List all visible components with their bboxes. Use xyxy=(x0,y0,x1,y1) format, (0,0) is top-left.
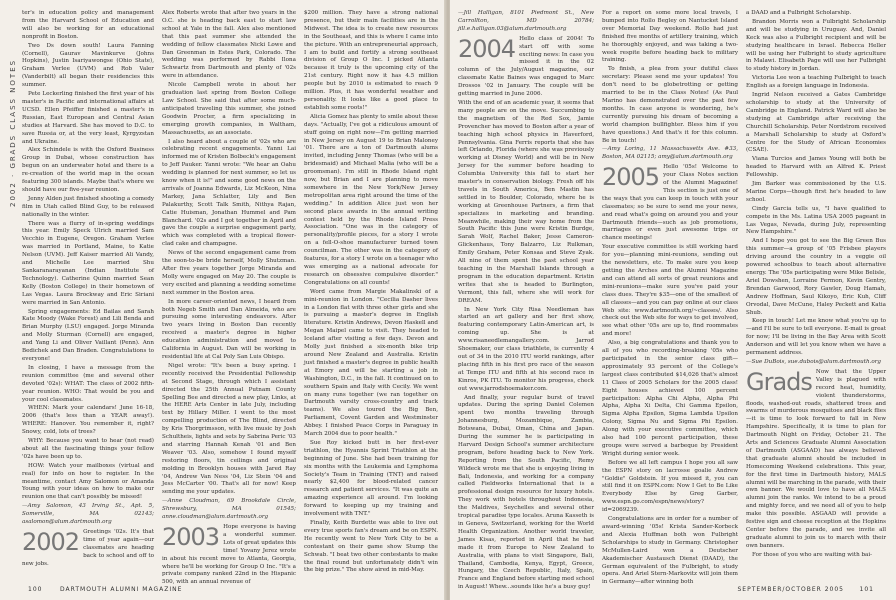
note-paragraph: In New York City Risa Needleman has started an art gallery and her first show, featuring contemporary Latin-American art, is coming up. She is at www.risaneedlemangallery.com. Jarrod Shoemaker, our class triathlete, is currently 4 out of 34 in the 2010 ITU world rankings, after placing fifth in his first pro race of the season at Tempe ITU and fifth at his second race in Kinros, PK ITU. To monitor his progress, check out www.jarrodshoemaker.com. xyxy=(458,306,594,392)
note-paragraph: Brandon Morris won a Fulbright Scholarship and will be studying in Uruguay. And, Daniel Keck was also a Fulbright recipient and will be studying healthcare in Israel. Rebecca Heller will be using her Fulbright to study agriculture in Malawi. Elisabeth Page will use her Fulbright to study history in Jordan. xyxy=(746,18,886,73)
note-paragraph: Also, a big congratulations and thank you to all of you who recording-breaking '05s who participated in the senior class gift—approximately 93 percent of the College's largest class contributed $14,026 that's almost 11 Class of 2005 Scholars for the 2005 class! Eight houses achieved 100 percent participation: Alpha Chi Alpha, Alpha Phi Alpha, Alpha Xi Delta, Chi Gamma Epsilon, Sigma Alpha Epsilon, Sigma Lambda Upsilon Colony, Sigma Nu and Sigma Phi Epsilon. Along with your executive committee, which also had 100 percent participation, these groups were served a barbeque by President Wright during senior week. xyxy=(602,340,738,457)
note-paragraph: There was a flurry of in-spring weddings this year. Emily Speck Ulrich married Sam Vecchio in Eugene, Oregon. Graham Verlee was married in Portland, Maine, to Katie Nelson (UVM). Jeff Kaiser married Ali Vandy, and Michelle Lee married Shu Sankaranarayanan (Indian Institute of Technology). Catherine Quinn married Sean Kelly (Boston College) in their hometown of Las Vegas. Laura Brockway and Eric Siriani were married in San Antonio. xyxy=(22,220,154,306)
note-paragraph: Ingrid Nelson received a Gates Cambridge scholarship to study at the University of Cambridge in England. Patrick Ward will also be studying at Cambridge after receiving the Churchill Scholarship. Peter Nordstrom received a Marshall Scholarship to study at Oxford's Centre for the Study of African Economies (CSAE). xyxy=(746,92,886,154)
note-paragraph: Finally, Keith Burdette was able to live out every true sports fan's dream and be on ESPN. He recently went to New York City to be a contestant on their game show Stump the Schwab. "I beat two other contestants to make the final round but unfortunately didn't win the big prize." The show aired in mid-May. xyxy=(304,520,438,574)
note-paragraph: For a report on some more local travels, I bumped into Rollo Begley on Nantucket Island over Memorial Day weekend. Rollo had just finished five months of artillery training, which he thoroughly enjoyed, and was taking a two-week respite before heading back to military training. xyxy=(602,10,738,64)
note-paragraph: Jim Barker was commissioned by the U.S. Marine Corps—though first he's headed to law school. xyxy=(746,181,886,203)
note-paragraph: To finish, a plea from your dutiful class secretary: Please send me your updates! You don't need to be globetrotting or getting married to be in the Class Notes! (As Paul Marino has demonstrated over the past few months. In case anyone is wondering, he's currently pursuing his dream of becoming a world champion bullfighter. Bless him if you have questions.) And that's it for this column. Be in touch! xyxy=(602,66,738,144)
note-paragraph: Sue Roy kicked butt in her first-ever triathlon, the Hyannis Sprint Triathlon at the beginning of June. She had been training for six months with the Leukemia and Lymphoma Society's Team in Training (TNT) and raised nearly $2,400 for blood-related cancer research and patient services. "It was quite an amazing experience all around. I'm looking forward to keeping up my training and involvement with TNT." xyxy=(304,439,438,518)
note-paragraph: Word came from Margie Makalinski of a mini-reunion in London. "Cecilia Dasher lives in a London flat with three other girls and she is pursuing a master's degree in English literature. Kristin Andrews, Devon Haskell and Megan Maipel came to visit. They headed to Iceland after visiting a few days. Devon and Molly just finished a six-month bike trip around New Zealand and Australia. Kristin just finished a master's degree in public health at Emory and will be starting a job in Washington, D.C., in the fall. It continued on to southern Spain and Italy with Cecily. We went on many runs together (we ran together on Dartmouth varsity cross-country and track teams). We also toured the Big Ben, Parliament, Covent Garden and Westminster Abbey. I finished Peace Corps in Paraguay in March 2004 due to poor health." xyxy=(304,288,438,438)
note-paragraph: News of the second engagement came from the soon-to-be bride herself, Molly Shutzman. After five years together Jorge Miranda and Molly were engaged on May 20. The couple is very excited and planning a wedding sometime next summer in the Boston area. xyxy=(162,250,296,296)
class-year-heading: 2002 xyxy=(22,528,80,556)
note-paragraph: And finally, your regular burst of travel updates. During the spring Daniel Colemen spent two months traveling through Johannesburg, Mozambique, Zambia, Botswana, Dubai, Oman, China and Japan. During the summer he is participating in Harvard Design School's summer architecture program, before heading back to New York. Reporting from the South Pacific, Remy Wildeck wrote me that she is enjoying living in Bali, Indonesia, and working for a company called Fieldworks International that is a professional design resource for luxury hotels. They work with hotels throughout Indonesia, the Maldives, Seychelles and several other tropical paradise type locales. Aruna Kasseth is in Geneva, Switzerland, working for the World Health Organization. Another world traveler, James Kisas, reported in April that he had made it from Europe to New Zealand to Australia, with plans to visit Singapore, Bali, Thailand, Cambodia, Kenya, Egypt, Greece, Hungary, the Czech Republic, Italy, Spain, France and England before starting med school in August! Whew...sounds like he's a busy guy! xyxy=(458,394,594,591)
grads-heading: Grads xyxy=(746,367,812,396)
note-paragraph: Alex Schindele is with the Oxford Business Group in Dubai, whose construction has begun on an underwater hotel and there is a re-creation of the world map in the ocean featuring 300 islands. Maybe that's where we should have our five-year reunion. xyxy=(22,147,154,193)
note-paragraph: Nicole Campbell wrote in about her graduation last spring from Boston College Law School. She said that after some much-anticipated traveling this summer, she joined Goodwin Procter, a firm specializing in emerging growth companies, in Waltham, Massachusetts, as an associate. xyxy=(162,82,296,136)
note-paragraph: Spring engagements: Ed Bailas and Sarah Kate Moody (Wake Forest) and Lili Benda and Brian Murphy (LSU) engaged. Jorge Miranda and Molly Sturman (Cornell) are engaged, and Yang Li and Oliver Vaillant (Penn). Ann Bedichek and Dan Braden. Congratulations to everyone! xyxy=(22,308,154,362)
left-column-2: Alex Roberts wrote that after two years in the O.C. she is heading back east to start law school at Yale in the fall. Alex also mentioned that this past summer she attended the wedding of fellow classmates Nicki Lowe and Dan Greenman in Estes Park, Colorado. The wedding was performed by Rabbi Ilona Schwartz from Dartmouth and plenty of '02s were in attendance. Nicole Campbell wrote in about her graduation last spring from Boston College Law School. She said that after some much-anticipated traveling this summer, she joined Goodwin Procter, a firm specializing in emerging growth companies, in Waltham, Massachusetts, as an associate. I also heard about a couple of '02s who are celebrating recent engagements. Yanni Lai informed me of Kristen Bolbecki's engagement to Jeff Pauker. Yanni wrote: "We hear an Oahu wedding is planned for next summer, so let us know when it is!" and some good news on the arrivals of Joanna Edwards, Liz McKeon, Nina Markey, Jana Schlatter, Lily and Ben Palakurthy, Scott Talk Smith, Nithya Rajan, Catie Huisman, Jonathan Hummel and Pam Blanchard. '02s and I got together in April and gave the couple a surprise engagement party, which was completed with a tropical flower-clad cake and champagne. News of the second engagement came from the soon-to-be bride herself, Molly Shutzman. After five years together Jorge Miranda and Molly were engaged on May 20. The couple is very excited and planning a wedding sometime next summer in the Boston area. In more career-oriented news, I heard from both Negeb Smith and Dan Almeida, who are pursuing some interesting endeavors. After two years living in Boston Dan recently received a master's degree in higher education administration and moved to California in August. Dan will be working in residential life at Cal Poly San Luis Obispo. Nigel wrote: "It's been a busy spring. I recently received the Presidential Fellowship at Second Stage, through which I assistant directed the 25th Annual Putnam County Spelling Bee and directed a new play, Links, at the HERE Arts Center in late July, including text by Hillary Miller. I went to the most compelling production of The Blind, directed by Kris Thorgrimsson, with live music by Josh Schultheis, lights and sets by Sabrina Peric '03 and starring Hannah Kenah '01 and Ben Weaver '03. Also, somehow I found myself restoring floors, tin ceilings and original molding in Brooklyn houses with Jared Ray '04, Andrew Van Ness '04, Liz Stein '04 and Jess McCarter '00. That's all for now! Keep sending me your updates. —Anne Cloudman, 69 Brookdale Circle, Shrewsbury, MA 01545; anne.cloudman@alum.dartmouth.org 2003 Hope everyone is having a wonderful summer. Lots of great updates this time! Yovany Jerez wrote in about his recent move to Atlanta, Georgia, where he'll be working for Group O Inc. "It's a private company ranked 22nd in the Hispanic 500, with an annual revenue of xyxy=(162,10,297,586)
contact-signature: —Amy Loring, 11 Massachusetts Ave. #33, Boston, MA 02115; amy@alum.dartmouth.org xyxy=(602,146,738,161)
note-paragraph: Cindy Garcia tells us, "I have qualified to compete in the Ms. Latina USA 2005 pageant in Las Vegas, Nevada, during July, representing New Hampshire." xyxy=(746,205,886,236)
issue-date: SEPTEMBER/OCTOBER 2005 xyxy=(737,586,844,593)
note-paragraph: Your executive committee is still working hard for you—planning mini-reunions, sending out the newsletters, etc. To make sure you keep getting the Arches and the Alumni Magazine and can attend all sorts of great reunions and mini-reunions—make sure you've paid your class dues. They're $35—one of the smallest of all classes—and you can pay online at our class Web site: www.dartmouth.org/~classes/. Also check out the Web site for ways to get involved, see what other '05s are up to, find roommates and more! xyxy=(602,244,738,338)
contact-signature: —Anne Cloudman, 69 Brookdale Circle, Shrewsbury, MA 01545; anne.cloudman@alum.dartmouth.org xyxy=(162,498,296,521)
note-paragraph: Alex Roberts wrote that after two years in the O.C. she is heading back east to start law school at Yale in the fall. Alex also mentioned that this past summer she attended the wedding of fellow classmates Nicki Lowe and Dan Greenman in Estes Park, Colorado. The wedding was performed by Rabbi Ilona Schwartz from Dartmouth and plenty of '02s were in attendance. xyxy=(162,10,296,80)
note-paragraph: WHEN: Mark your calendars! June 16-18, 2006 (that's less than a YEAR away!). WHERE: Hanover. You remember it, right? Snowy, cold, lots of trees? xyxy=(22,405,154,436)
left-page xyxy=(0,0,446,600)
right-column-1: —Jill Halligan, 8101 Piedmont St., New Carrollton, MD 20784; jill.e.halligan.03@alum.dartmouth.org 2004 Hello class of 2004! To start off with some exciting news: In case you missed it in the 02 column of the July/August magazine, our classmate Katie Baines was engaged to Marc Drossos '02 in January. The couple will be getting married in June 2006. With the end of an academic year, it seems that many people are on the move. Succumbing to the magnetism of the Red Sox, Jamie Provencher has moved to Boston after a year of teaching high school physics in Haverford, Pennsylvania. Gina Ferris reports that she has left Orlando, Florida (where she was previously working at Disney World) and will be in New Jersey for the summer before heading to Columbia University this fall to start her master's in conservation biology. Fresh off his travels in South America, Ben Mastin has settled in to Boulder, Colorado, where he is working at Greenhouse Partners, a firm that specializes in marketing and branding. Meanwhile, making their way home from the South Pacific this June were Kristin Burdge, Sarah Wolf, Rachel Baker, Jesse Cameron-Glickenhaus, Tony Balzarro, Liz Rulkman, Emily Graham, Peter Konsaa and Steve Zyak. All nine of them spent the past school year teaching in the Marshall Islands through a program in the education department. Kristin writes that she is headed to Burlington, Vermont, this fall, where she will work for DREAM. In New York City Risa Needleman has started an art gallery and her first show, featuring contemporary Latin-American art, is coming up. She is at www.risaneedlemangallery.com. Jarrod Shoemaker, our class triathlete, is currently 4 out of 34 in the 2010 ITU world rankings, after placing fifth in his first pro race of the season at Tempe ITU and fifth at his second race in Kinros, PK ITU. To monitor his progress, check out www.jarrodshoemaker.com. And finally, your regular burst of travel updates. During the spring Daniel Colemen spent two months traveling through Johannesburg, Mozambique, Zambia, Botswana, Dubai, Oman, China and Japan. During the summer he is participating in Harvard Design School's summer architecture program, before heading back to New York. Reporting from the South Pacific, Remy Wildeck wrote me that she is enjoying living in Bali, Indonesia, and working for a company called Fieldworks International that is a professional design resource for luxury hotels. They work with hotels throughout Indonesia, the Maldives, Seychelles and several other tropical paradise type locales. Aruna Kasseth is in Geneva, Switzerland, working for the World Health Organization. Another world traveler, James Kisas, reported in April that he had made it from Europe to New Zealand to Australia, with plans to visit Singapore, Bali, Thailand, Cambodia, Kenya, Egypt, Greece, Hungary, the Czech Republic, Italy, Spain, France and England before starting med school in August! Whew...sounds like he's a busy guy! xyxy=(458,10,594,591)
note-paragraph: Pete Leckerling finished the first year of his master's in Pacific and international affairs at UCSD. Ellen Pfeiffer finished a master's in Russian, East European and Central Asian studies at Harvard. She has moved to D.C. to save Russia or, at the very least, Kyrgyzstan and Ukraine. xyxy=(22,91,154,145)
note-paragraph: Jenny Alden just finished shooting a comedy film in Utah called Blind Guy, to be released nationally in the winter. xyxy=(22,195,154,218)
right-page xyxy=(450,0,896,600)
note-paragraph: In more career-oriented news, I heard from both Negeb Smith and Dan Almeida, who are pursuing some interesting endeavors. After two years living in Boston Dan recently received a master's degree in higher education administration and moved to California in August. Dan will be working in residential life at Cal Poly San Luis Obispo. xyxy=(162,298,296,360)
left-column-1: ter's in education policy and management from the Harvard School of Education and will also be working for an educational nonprofit in Boston. Two Ds down south! Laura Fanning (Cornell), Gaurav Mavinkurve (Johns Hopkins), Justin Isariyawongse (Ohio State), Graham Verlee (UVM) and Rob Valer (Vanderbilt) all began their residencies this summer. Pete Leckerling finished the first year of his master's in Pacific and international affairs at UCSD. Ellen Pfeiffer finished a master's in Russian, East European and Central Asian studies at Harvard. She has moved to D.C. to save Russia or, at the very least, Kyrgyzstan and Ukraine. Alex Schindele is with the Oxford Business Group in Dubai, whose construction has begun on an underwater hotel and there is a re-creation of the world map in the ocean featuring 300 islands. Maybe that's where we should have our five-year reunion. Jenny Alden just finished shooting a comedy film in Utah called Blind Guy, to be released nationally in the winter. There was a flurry of in-spring weddings this year. Emily Speck Ulrich married Sam Vecchio in Eugene, Oregon. Graham Verlee was married in Portland, Maine, to Katie Nelson (UVM). Jeff Kaiser married Ali Vandy, and Michelle Lee married Shu Sankaranarayanan (Indian Institute of Technology). Catherine Quinn married Sean Kelly (Boston College) in their hometown of Las Vegas. Laura Brockway and Eric Siriani were married in San Antonio. Spring engagements: Ed Bailas and Sarah Kate Moody (Wake Forest) and Lili Benda and Brian Murphy (LSU) engaged. Jorge Miranda and Molly Sturman (Cornell) are engaged, and Yang Li and Oliver Vaillant (Penn). Ann Bedichek and Dan Braden. Congratulations to everyone! In closing, I have a message from the reunion committee (me and several other devoted '02s): WHAT: The class of 2002 fifth-year reunion. WHO: That would be you and your cool classmates. WHEN: Mark your calendars! June 16-18, 2006 (that's less than a YEAR away!). WHERE: Hanover. You remember it, right? Snowy, cold, lots of trees? WHY: Because you want to hear (not read) about all the fascinating things your fellow '02s have been up to. HOW: Watch your mailboxes (virtual and real) for info on how to register. In the meantime, contact Amy Salomon or Amanda Young with your ideas on how to make our reunion one that can't possibly be missed! —Amy Salomon, 43 Irving St., Apt. 5, Somerville, MA 02143; asalomon@alum.dartmouth.org 2002 Greetings '02s. It's that time of year again—our classmates are heading back to school and off to new jobs. xyxy=(22,10,154,567)
note-paragraph: I also heard about a couple of '02s who are celebrating recent engagements. Yanni Lai informed me of Kristen Bolbecki's engagement to Jeff Pauker. Yanni wrote: "We hear an Oahu wedding is planned for next summer, so let us know when it is!" and some good news on the arrivals of Joanna Edwards, Liz McKeon, Nina Markey, Jana Schlatter, Lily and Ben Palakurthy, Scott Talk Smith, Nithya Rajan, Catie Huisman, Jonathan Hummel and Pam Blanchard. '02s and I got together in April and gave the couple a surprise engagement party, which was completed with a tropical flower-clad cake and champagne. xyxy=(162,138,296,248)
note-paragraph: Victoria Lee won a teaching Fulbright to teach English as a foreign language in Indonesia. xyxy=(746,75,886,90)
page-footer xyxy=(450,578,896,600)
class-year-heading: 2004 xyxy=(458,34,516,63)
note-paragraph: Alicia Gomez has plenty to smile about these days. "Actually, I've got a ridiculous amount of stuff going on right now—I'm getting married in New Jersey on August 19 to Brian Maloney '01. There are a ton of Dartmouth alums invited, including Jenny Thomas (who will be a bridesmaid) and Michael Malia (who will be a groomsman). I'm still in Rhode Island right now, but Brian and I are planning to move somewhere in the New York/New Jersey metropolitan area right around the time of the wedding." In addition Alice just won her second place awards in the annual writing contest held by the Rhode Island Press Association. "One was in the category of personality/profile pieces, for a story I wrote on a fell-O-shoe manufacturer turned town councilman. The other was in the category of features, for a story I wrote on a teenager who was emerging as a national advocate for research on obsessive compulsive disorder." Congratulations on all counts! xyxy=(304,113,438,286)
class-year-heading: 2003 xyxy=(162,523,220,551)
note-paragraph: Congratulations are in order for a number of award-winning '05s! Krista Sander-Korbeck and Alexia Huffman both won Fulbright Scholarships to study in Germany. Christopher McMullen-Laird won a Deutscher Akademischer Austausch Dienst (DAAD), the German equivalent of the Fulbright, to study opera. And Ariel Stern-Markovitz will join them in Germany—after winning both xyxy=(602,516,738,586)
right-column-2: For a report on some more local travels, I bumped into Rollo Begley on Nantucket Island over Memorial Day weekend. Rollo had just finished five months of artillery training, which he thoroughly enjoyed, and was taking a two-week respite before heading back to military training. To finish, a plea from your dutiful class secretary: Please send me your updates! You don't need to be globetrotting or getting married to be in the Class Notes! (As Paul Marino has demonstrated over the past few months. In case anyone is wondering, he's currently pursuing his dream of becoming a world champion bullfighter. Bless him if you have questions.) And that's it for this column. Be in touch! —Amy Loring, 11 Massachusetts Ave. #33, Boston, MA 02115; amy@alum.dartmouth.org 2005 Hello '05s! Welcome to your Class Notes section of the Alumni Magazine! This section is just one of the ways that you can keep in touch with your classmates; so be sure to send me your news, and read what's going on around you and your Dartmouth friends—such as job promotions, marriages or even just awesome trips or chance meetings! Your executive committee is still working hard for you—planning mini-reunions, sending out the newsletters, etc. To make sure you keep getting the Arches and the Alumni Magazine and can attend all sorts of great reunions and mini-reunions—make sure you've paid your class dues. They're $35—one of the smallest of all classes—and you can pay online at our class Web site: www.dartmouth.org/~classes/. Also check out the Web site for ways to get involved, see what other '05s are up to, find roommates and more! Also, a big congratulations and thank you to all of you who recording-breaking '05s who participated in the senior class gift—approximately 93 percent of the College's largest class contributed $14,026 that's almost 11 Class of 2005 Scholars for the 2005 class! Eight houses achieved 100 percent participation: Alpha Chi Alpha, Alpha Phi Alpha, Alpha Xi Delta, Chi Gamma Epsilon, Sigma Alpha Epsilon, Sigma Lambda Upsilon Colony, Sigma Nu and Sigma Phi Epsilon. Along with your executive committee, which also had 100 percent participation, these groups were served a barbeque by President Wright during senior week. Before we all left campus I hope you all saw the ESPN story on lacrosse goalie Andrew "Goldie" Goldstein. If you missed it, you can still find it on ESPN.com: Now I Get to Be Like Everybody Else by Greg Garber, www.espn.go.com/espn/news/story?id=2069239. Congratulations are in order for a number of award-winning '05s! Krista Sander-Korbeck and Alexia Huffman both won Fulbright Scholarships to study in Germany. Christopher McMullen-Laird won a Deutscher Akademischer Austausch Dienst (DAAD), the German equivalent of the Fulbright, to study opera. And Ariel Stern-Markovitz will join them in Germany—after winning both xyxy=(602,10,738,586)
note-paragraph: And I hope you got to see the Big Green Bus this summer—a group of '05 Frisbee players driving around the country in a veggie oil powered schoolbus to teach about alternative energy. The '05s participating were Mike Belisle, Ariel Dowshen, Lorraine Fermon, Kevin Gentry, Brendan Garwood, Rory Gawler, Doug Hamah, Andrew Hoffman, Saul Kikoyo, Eric Kuh, Cliff Orvodal, Dave McCune, Haley Peckett and Katia Shub. xyxy=(746,238,886,316)
contact-signature: —Sue DuBois, sue.dubois@alum.dartmouth.org xyxy=(746,358,882,365)
contact-signature: —Jill Halligan, 8101 Piedmont St., New Carrollton, MD 20784; jill.e.halligan.03@alum.dartmouth.org xyxy=(458,10,594,32)
note-paragraph: a DAAD and a Fulbright Scholarship. xyxy=(746,10,852,16)
note-paragraph: In closing, I have a message from the reunion committee (me and several other devoted '02s): WHAT: The class of 2002 fifth-year reunion. WHO: That would be you and your cool classmates. xyxy=(22,364,154,403)
note-paragraph: Keep in touch! Let me know what you're up to—and I'll be sure to tell everyone. E-mail is great for now; I'll be living in the Bay Area with Scott Anderson and will let you know when we have a permanent address. xyxy=(746,318,886,357)
note-paragraph: Two Ds down south! Laura Fanning (Cornell), Gaurav Mavinkurve (Johns Hopkins), Justin Isariyawongse (Ohio State), Graham Verlee (UVM) and Rob Valer (Vanderbilt) all began their residencies this summer. xyxy=(22,42,154,89)
left-column-3 xyxy=(304,10,438,574)
note-paragraph: Before we all left campus I hope you all saw the ESPN story on lacrosse goalie Andrew "Goldie" Goldstein. If you missed it, you can still find it on ESPN.com: Now I Get to Be Like Everybody Else by Greg Garber, www.espn.go.com/espn/news/story?id=2069239. xyxy=(602,459,738,514)
note-paragraph: $200 million. They have a strong national presence, but their main facilities are in the Midwest. The idea is to create new resources in the Southeast, and this is where I came into the picture. With an entrepreneurial approach, I am to build and fortify a strong southeast division of Group O Inc. I picked Atlanta because it truly is the upcoming city of the 21st century. Right now it has 4.5 million people but by 2010 is estimated to reach 9 million. Plus, it has wonderful weather and personality. It looks like a good place to establish some roots!" xyxy=(304,10,438,111)
side-section-label: 2002 · GRADS CLASS NOTES xyxy=(9,58,17,207)
note-paragraph: Viana Turcios and James Young will both be headed to Harvard with an Alfred K. Priest Fellowship. xyxy=(746,156,886,179)
page-number: 101 xyxy=(859,586,874,593)
note-paragraph: HOW: Watch your mailboxes (virtual and real) for info on how to register. In the meantime, contact Amy Salomon or Amanda Young with your ideas on how to make our reunion one that can't possibly be missed! xyxy=(22,462,154,501)
note-paragraph: WHY: Because you want to hear (not read) about all the fascinating things your fellow '02s have been up to. xyxy=(22,438,154,460)
note-paragraph: Nigel wrote: "It's been a busy spring. I recently received the Presidential Fellowship at Second Stage, through which I assistant directed the 25th Annual Putnam County Spelling Bee and directed a new play, Links, at the HERE Arts Center in late July, including text by Hillary Miller. I went to the most compelling production of The Blind, directed by Kris Thorgrimsson, with live music by Josh Schultheis, lights and sets by Sabrina Peric '03 and starring Hannah Kenah '01 and Ben Weaver '03. Also, somehow I found myself restoring floors, tin ceilings and original molding in Brooklyn houses with Jared Ray '04, Andrew Van Ness '04, Liz Stein '04 and Jess McCarter '00. That's all for now! Keep sending me your updates. xyxy=(162,362,296,496)
note-paragraph: ter's in education policy and management from the Harvard School of Education and will also be working for an educational nonprofit in Boston. xyxy=(22,10,154,40)
right-column-3: a DAAD and a Fulbright Scholarship. Brandon Morris won a Fulbright Scholarship and will be studying in Uruguay. And, Daniel Keck was also a Fulbright recipient and will be studying healthcare in Israel. Rebecca Heller will be using her Fulbright to study agriculture in Malawi. Elisabeth Page will use her Fulbright to study history in Jordan. Victoria Lee won a teaching Fulbright to teach English as a foreign language in Indonesia. Ingrid Nelson received a Gates Cambridge scholarship to study at the University of Cambridge in England. Patrick Ward will also be studying at Cambridge after receiving the Churchill Scholarship. Peter Nordstrom received a Marshall Scholarship to study at Oxford's Centre for the Study of African Economies (CSAE). Viana Turcios and James Young will both be headed to Harvard with an Alfred K. Priest Fellowship. Jim Barker was commissioned by the U.S. Marine Corps—though first he's headed to law school. Cindy Garcia tells us, "I have qualified to compete in the Ms. Latina USA 2005 pageant in Las Vegas, Nevada, during July, representing New Hampshire." And I hope you got to see the Big Green Bus this summer—a group of '05 Frisbee players driving around the country in a veggie oil powered schoolbus to teach about alternative energy. The '05s participating were Mike Belisle, Ariel Dowshen, Lorraine Fermon, Kevin Gentry, Brendan Garwood, Rory Gawler, Doug Hamah, Andrew Hoffman, Saul Kikoyo, Eric Kuh, Cliff Orvodal, Dave McCune, Haley Peckett and Katia Shub. Keep in touch! Let me know what you're up to—and I'll be sure to tell everyone. E-mail is great for now; I'll be living in the Bay Area with Scott Anderson and will let you know when we have a permanent address. —Sue DuBois, sue.dubois@alum.dartmouth.org Grads Now that the Upper Valley is plagued with record heat, humidity, violent thunderstorms, floods, washed-out roads, shattered trees and swarms of murderous mosquitoes and black flies—it is time to look forward to fall in New Hampshire. Specifically, it is time to plan for Dartmouth Night on Friday, October 21. The Arts and Sciences Graduate Alumni Association of Dartmouth (ASGAAD) has always believed that graduate alumni should be included in Homecoming Weekend celebrations. This year, for the first time in Dartmouth history, MALS alumni will be marching in the parade, with their own banner. We would love to have all MALS alumni join the ranks. We intend to be a proud and mighty force, and we need all of you to help make this possible. ASGAAD will provide a festive sign and cheese reception at the Hopkins Center before the parade, and we invite all graduate alumni to join us to march with their own banners. For those of you who are waiting with bai- xyxy=(746,10,886,558)
class-year-heading: 2005 xyxy=(602,163,660,192)
contact-signature: —Amy Salomon, 43 Irving St., Apt. 5, Somerville, MA 02143; asalomon@alum.dartmouth.org xyxy=(22,503,154,526)
page-number: 100 xyxy=(28,586,43,593)
note-paragraph: With the end of an academic year, it seems that many people are on the move. Succumbing to the magnetism of the Red Sox, Jamie Provencher has moved to Boston after a year of teaching high school physics in Haverford, Pennsylvania. Gina Ferris reports that she has left Orlando, Florida (where she was previously working at Disney World) and will be in New Jersey for the summer before heading to Columbia University this fall to start her master's in conservation biology. Fresh off his travels in South America, Ben Mastin has settled in to Boulder, Colorado, where he is working at Greenhouse Partners, a firm that specializes in marketing and branding. Meanwhile, making their way home from the South Pacific this June were Kristin Burdge, Sarah Wolf, Rachel Baker, Jesse Cameron-Glickenhaus, Tony Balzarro, Liz Rulkman, Emily Graham, Peter Konsaa and Steve Zyak. All nine of them spent the past school year teaching in the Marshall Islands through a program in the education department. Kristin writes that she is headed to Burlington, Vermont, this fall, where she will work for DREAM. xyxy=(458,99,594,304)
page-footer xyxy=(0,578,446,600)
magazine-title: DARTMOUTH ALUMNI MAGAZINE xyxy=(60,586,183,593)
